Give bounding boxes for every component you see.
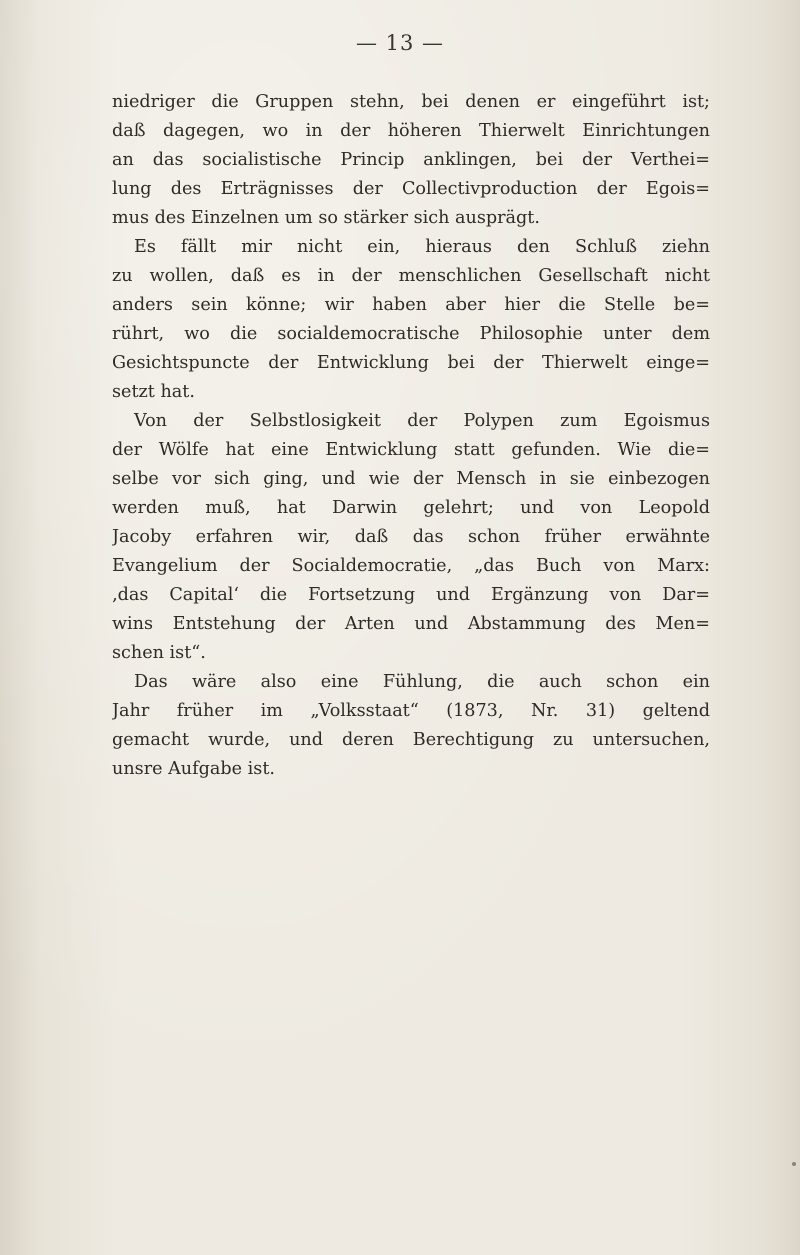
text-line: selbe vor sich ging, und wie der Mensch in sie einbezogen: [112, 469, 710, 489]
page-number: — 13 —: [355, 31, 445, 55]
paragraph: [112, 88, 710, 233]
text-line: an das socialistische Princip anklingen, bei der Verthei=: [112, 150, 710, 170]
text-line: Evangelium der Socialdemocratie, „das Buch von Marx:: [112, 556, 710, 576]
text-line: ‚das Capital‘ die Fortsetzung und Ergänzung von Dar=: [112, 585, 710, 605]
text-line: Das wäre also eine Fühlung, die auch schon ein: [134, 672, 710, 692]
text-line: der Wölfe hat eine Entwicklung statt gefunden. Wie die=: [112, 440, 710, 460]
paragraph: [112, 668, 710, 784]
text-line: niedriger die Gruppen stehn, bei denen er eingeführt ist;: [112, 92, 710, 112]
text-line: rührt, wo die socialdemocratische Philosophie unter dem: [112, 324, 710, 344]
text-line: werden muß, hat Darwin gelehrt; und von Leopold: [112, 498, 710, 518]
paragraph: [112, 407, 710, 668]
text-line: gemacht wurde, und deren Berechtigung zu untersuchen,: [112, 730, 710, 750]
margin-speck: [792, 1162, 796, 1166]
body-text: [112, 88, 710, 784]
text-line: setzt hat.: [112, 382, 195, 402]
text-line: zu wollen, daß es in der menschlichen Gesellschaft nicht: [112, 266, 710, 286]
paragraph: [112, 233, 710, 407]
text-line: Jahr früher im „Volksstaat“ (1873, Nr. 31) geltend: [112, 701, 710, 721]
text-line: lung des Erträgnisses der Collectivproduction der Egois=: [112, 179, 710, 199]
text-line: schen ist“.: [112, 643, 206, 663]
text-line: wins Entstehung der Arten und Abstammung des Men=: [112, 614, 710, 634]
text-line: Von der Selbstlosigkeit der Polypen zum Egoismus: [134, 411, 710, 431]
text-line: Jacoby erfahren wir, daß das schon früher erwähnte: [112, 527, 710, 547]
text-line: mus des Einzelnen um so stärker sich ausprägt.: [112, 208, 540, 228]
text-line: Es fällt mir nicht ein, hieraus den Schluß ziehn: [134, 237, 710, 257]
text-line: Gesichtspuncte der Entwicklung bei der Thierwelt einge=: [112, 353, 710, 373]
text-line: anders sein könne; wir haben aber hier die Stelle be=: [112, 295, 710, 315]
text-line: daß dagegen, wo in der höheren Thierwelt Einrichtungen: [112, 121, 710, 141]
text-line: unsre Aufgabe ist.: [112, 759, 275, 779]
